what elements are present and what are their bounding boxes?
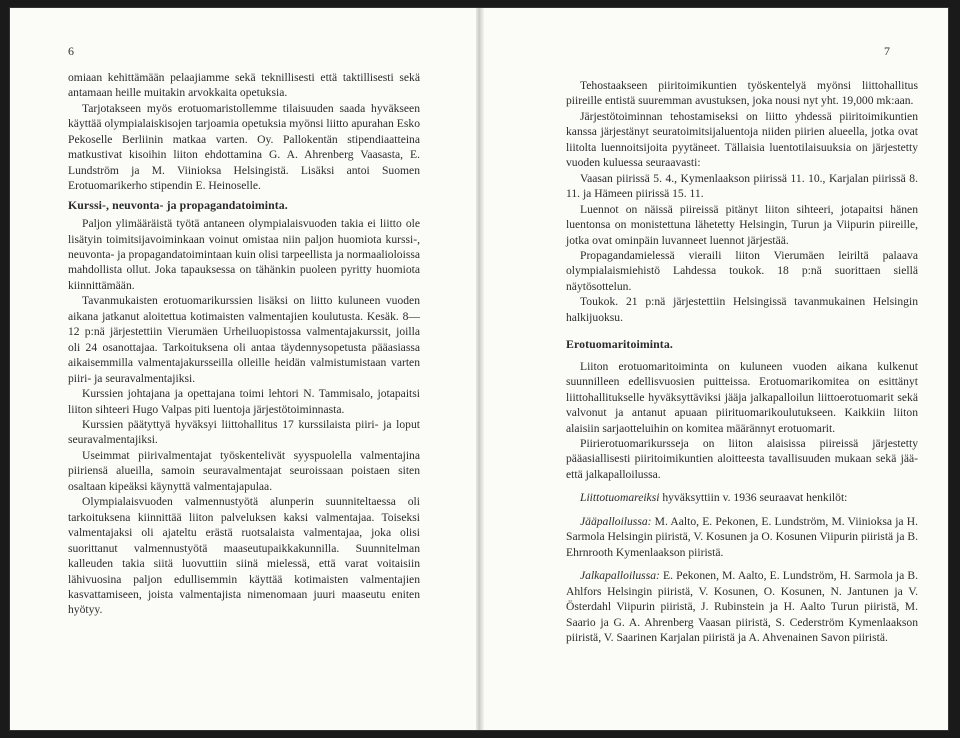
paragraph: Kurssien johtajana ja opettajana toimi lehtori N. Tammisalo, jotapaitsi liiton sihteeri Hugo Valpas piti luentoja järjestötoiminnasta. (68, 387, 420, 416)
paragraph: Propagandamielessä vieraili liiton Vierumäen leiriltä palaava olympialaismiehistö Lahdessa toukok. 18 p:nä suorittaen siellä näytösottelun. (566, 248, 918, 293)
football-text: E. Pekonen, M. Aalto, E. Lundström, H. Sarmola ja B. Ahlfors Helsingin piiristä, V. Kosunen, O. Kosunen, N. Jantunen ja V. Österdahl Viipurin piiristä, J. Rubinstein ja H. Aalto Turun piiristä, M. Saario ja G. A. Ahrenberg Vaasan piiristä, S. Cederström Kymenlaakson piiristä, V. Saarinen Karjalan piiristä ja A. Ahvenainen Savon piiristä. (566, 569, 918, 644)
paragraph: Piirierotuomarikursseja on liiton alaisissa piireissä järjestetty pääasiallisesti piiritoimikuntien aloitteesta tavallisuuden mukaan sekä jää- että jalkapalloilussa. (566, 436, 918, 481)
paragraph: Olympialaisvuoden valmennustyötä alunperin suunniteltaessa oli tarkoituksena kiinnittää liiton palveluksen kaksi valmentajaa. Toiseksi valmentajaksi oli ajateltu erästä ruotsalaista valmentajaa, joka olisi suorittanut valmennustyötä maaseutupaikkakunnilla. Suunnitelman kalleuden takia siitä luovuttiin siinä mielessä, että varat voitaisiin lähivuosina paljon edullisemmin käyttää kotimaisten valmentajien kasvattamiseen, joista valmentajista nimenomaan juuri maaseutu eniten hyötyy. (68, 495, 420, 617)
paragraph: omiaan kehittämään pelaajiamme sekä teknillisesti että taktillisesti sekä antamaan heille muitakin arvokkaita opetuksia. (68, 71, 420, 100)
football-label: Jalkapalloilussa: (580, 569, 660, 583)
paragraph: Toukok. 21 p:nä järjestettiin Helsingissä tavanmukainen Helsingin halkijuoksu. (566, 295, 918, 324)
book-gutter (476, 8, 484, 730)
book-spread (10, 8, 948, 730)
ice-text: M. Aalto, E. Pekonen, E. Lundström, M. Viinioksa ja H. Sarmola Helsingin piiristä, V. Kosunen ja O. Kosunen Viipurin piiristä ja B. Ehrnrooth Kymenlaakson piiristä. (566, 514, 918, 559)
paragraph: Liiton erotuomaritoiminta on kuluneen vuoden aikana kulkenut suunnilleen edellisvuosien puitteissa. Erotuomarikomitea on esittänyt liittohallitukselle hyväksyttäviksi jääja jalkapalloilun liittoerotuomarit sekä valvonut ja antanut apuaan piirituomarikoulutukseen. Kaikkiin liiton alaisiin sarjaotteluihin on komitea määrännyt erotuomarit. (566, 359, 918, 435)
left-page (10, 8, 476, 730)
page-number-right: 7 (884, 44, 890, 58)
referees-intro-italic: Liittotuomareiksi (580, 491, 660, 505)
paragraph: Järjestötoiminnan tehostamiseksi on liitto yhdessä piiritoimikuntien kanssa järjestänyt seuratoimitsijaluentoja niiden piirien alueella, jotka ovat liitolta luennoitsijoita pyytäneet. Tällaisia luentotilaisuuksia on järjestetty vuoden kuluessa seuraavasti: (566, 109, 918, 170)
paragraph: Kurssien päätyttyä hyväksyi liittohallitus 17 kurssilaista piiri- ja loput seuravalmentajiksi. (68, 417, 420, 447)
paragraph: Paljon ylimääräistä työtä antaneen olympialaisvuoden takia ei liitto ole lisätyin toimitsijavoiminkaan voinut omistaa niin paljon huomiota kurssi-, neuvonta- ja propagandatoimintaan kuin olisi tarpeellista ja normaalioloissa mahdollista ollut. Joka tapauksessa on tähänkin puoleen pyritty huomiota kiinnittämään. (68, 217, 420, 292)
left-text-column (68, 70, 420, 618)
paragraph: Useimmat piirivalmentajat työskentelivät syyspuolella valmentajina piiriensä alueilla, samoin seuravalmentajat seuroissaan poistaen siten osaltaan kipeäksi käynyttä valmentajapulaa. (68, 448, 420, 493)
paragraph: Vaasan piirissä 5. 4., Kymenlaakson piirissä 11. 10., Karjalan piirissä 8. 11. ja Hämeen piirissä 15. 11. (566, 171, 918, 201)
referees-intro (566, 490, 918, 505)
right-text-column (566, 78, 918, 645)
football-referees (566, 568, 918, 645)
paragraph: Tehostaakseen piiritoimikuntien työskentelyä myönsi liittohallitus piireille entistä suuremman avustuksen, joka nousi nyt yht. 19,000 mk:aan. (566, 79, 918, 108)
referees-intro-rest: hyväksyttiin v. 1936 seuraavat henkilöt: (659, 491, 848, 505)
page-number-left: 6 (68, 44, 74, 58)
section-heading-courses: Kurssi-, neuvonta- ja propagandatoiminta. (68, 197, 288, 212)
ice-referees (566, 514, 918, 560)
paragraph: Luennot on näissä piireissä pitänyt liiton sihteeri, jotapaitsi hänen luentonsa on monistettuna lähetetty Helsingin, Turun ja Viipurin piireille, jotka ovat ominpäin luvanneet luennot järjestää. (566, 202, 918, 247)
section-heading-referees: Erotuomaritoiminta. (566, 337, 673, 352)
paragraph: Tarjotakseen myös erotuomaristollemme tilaisuuden saada hyväkseen käyttää olympialaiskisojen tarjoamia opetuksia myönsi liitto apurahan Esko Pekoselle Berliinin matkaa varten. Oy. Pallokentän stipendiaatteina matkustivat kisoihin liiton ehdottamina G. A. Ahrenberg Vaasasta, E. Lundström ja M. Viinioksa Helsingistä. Lisäksi antoi Suomen Erotuomarikerho stipendin E. Heinoselle. (68, 101, 420, 193)
paragraph: Tavanmukaisten erotuomarikurssien lisäksi on liitto kuluneen vuoden aikana jatkanut aloitettua kotimaisten valmentajien koulutusta. Kesäk. 8—12 p:nä järjestettiin Vierumäen Urheiluopistossa valmentajakurssit, joilla oli 24 osanottajaa. Tarkoituksena oli antaa täydennysopetusta pääasiassa aikaisemmilla valmentajakursseilla olleille heidän valmistumistaan varten piiri- ja seuravalmentajiksi. (68, 294, 420, 385)
right-page (484, 8, 948, 730)
ice-label: Jääpalloilussa: (580, 514, 652, 528)
